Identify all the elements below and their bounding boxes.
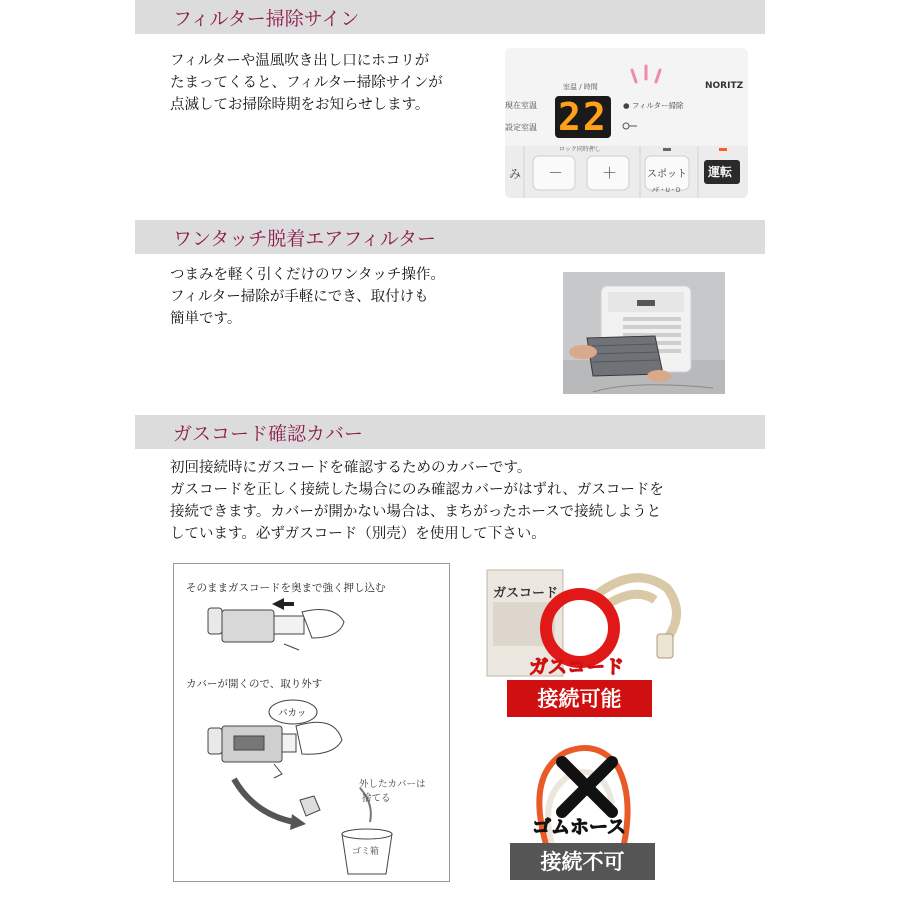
body-line: 簡単です。 [170, 311, 242, 327]
push-arrow-icon [272, 598, 294, 610]
body-line: ガスコードを正しく接続した場合にのみ確認カバーがはずれ、ガスコードを [170, 482, 664, 498]
spot-button: スポット [647, 169, 687, 180]
button-mi: み [509, 167, 522, 181]
filter-sign-label: ● フィルター掃除 [623, 101, 684, 110]
rubber-hose-label: ゴムホース [532, 816, 627, 838]
brand-logo: NORITZ [705, 81, 744, 91]
connection-diagram [173, 563, 450, 882]
connect-ok-badge: 接続可能 [507, 680, 652, 717]
discard-note: 外したカバーは [359, 779, 426, 790]
section-title: フィルター掃除サイン [173, 8, 360, 30]
section-body [170, 264, 445, 330]
section-header-air-filter [135, 220, 765, 254]
body-line: つまみを軽く引くだけのワンタッチ操作。 [170, 267, 445, 283]
temperature-display: 22 [558, 95, 608, 139]
spot-sub-label: ↗F・U・D [651, 187, 681, 194]
body-line: 初回接続時にガスコードを確認するためのカバーです。 [170, 460, 532, 476]
step2-label: カバーが開くので、取り外す [186, 678, 323, 690]
section-header-gas-cover [135, 415, 765, 449]
minus-button: － [548, 164, 564, 182]
control-panel-photo [505, 48, 748, 198]
package-label: ガスコード [493, 586, 559, 601]
plus-button: ＋ [602, 164, 618, 182]
trash-label: ゴミ箱 [352, 847, 380, 857]
current-temp-label: 現在室温 [505, 101, 537, 110]
gas-cord-label: ガスコード [529, 656, 625, 678]
section-body [170, 457, 664, 545]
body-line: たまってくると、フィルター掃除サインが [170, 75, 443, 91]
discard-note: 捨てる [362, 793, 391, 804]
filter-removal-photo [563, 272, 725, 394]
run-button: 運転 [708, 165, 733, 179]
body-line: フィルター掃除が手軽にでき、取付けも [170, 289, 429, 305]
gas-cord-photo [485, 566, 685, 680]
body-line: しています。必ずガスコード（別売）を使用して下さい。 [170, 526, 546, 542]
section-header-filter-sign [135, 0, 765, 34]
connect-ng-badge: 接続不可 [510, 843, 655, 880]
body-line: フィルターや温風吹き出し口にホコリが [170, 53, 430, 69]
section-title: ワンタッチ脱着エアフィルター [173, 228, 436, 250]
body-line: 点滅してお掃除時期をお知らせします。 [170, 97, 430, 113]
display-header: 室温 / 時間 [563, 83, 598, 91]
section-body [170, 50, 443, 116]
body-line: 接続できます。カバーが開かない場合は、まちがったホースで接続しようと [170, 504, 662, 520]
pop-sound-label: パカッ [278, 708, 307, 719]
section-title: ガスコード確認カバー [173, 423, 364, 445]
set-temp-label: 設定室温 [505, 123, 537, 132]
rubber-hose-photo [516, 734, 646, 844]
lock-label: ロック同時押し [559, 146, 601, 153]
step1-label: そのままガスコードを奥まで強く押し込む [186, 582, 386, 594]
